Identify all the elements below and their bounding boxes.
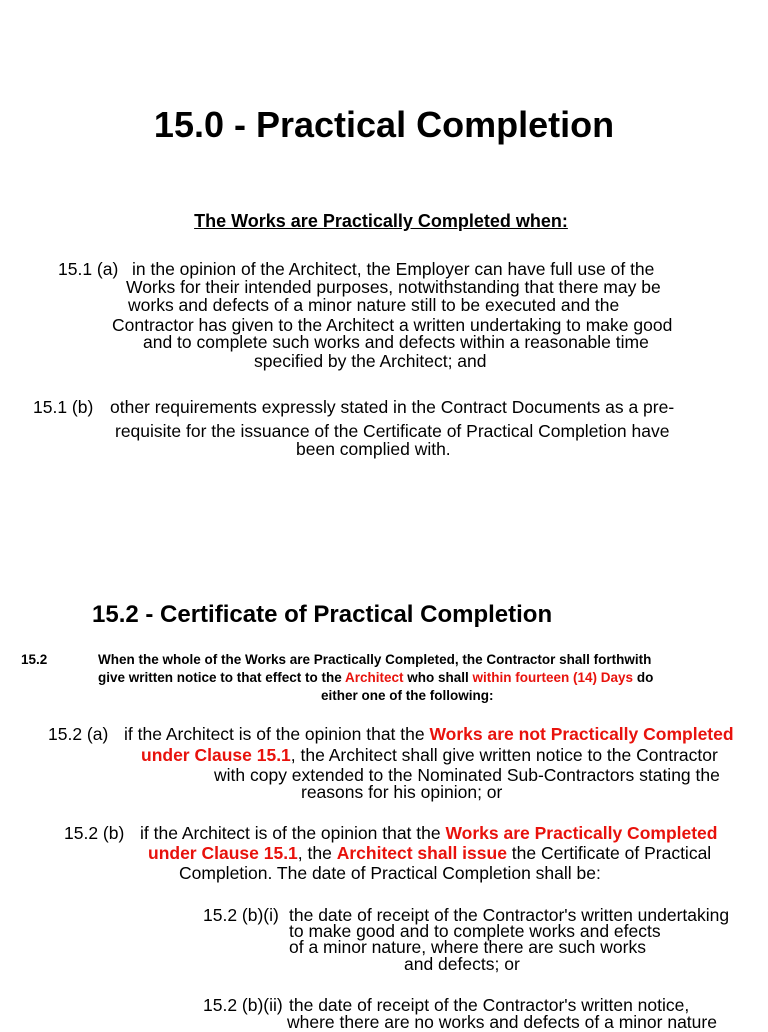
clause-line: works and defects of a minor nature still to be executed and the (128, 295, 620, 315)
clause-line: either one of the following: (321, 688, 494, 703)
section-heading: 15.2 - Certificate of Practical Completion (92, 601, 553, 628)
clause-line: the date of receipt of the Contractor's written undertaking (289, 905, 730, 925)
clause-label: 15.2 (b)(ii) (203, 995, 283, 1015)
clause-line: if the Architect is of the opinion that the Works are not Practically Completed (124, 724, 734, 744)
section-subtitle: The Works are Practically Completed when: (194, 211, 568, 231)
clause-line: and to complete such works and defects within a reasonable time (143, 332, 649, 352)
clause-line: other requirements expressly stated in the Contract Documents as a pre- (110, 397, 675, 417)
clause-line: When the whole of the Works are Practically Completed, the Contractor shall forthwith (98, 652, 652, 667)
clause-number: 15.2 (21, 652, 48, 667)
clause-line: give written notice to that effect to the Architect who shall within fourteen (14) Days do (98, 670, 654, 685)
clause-line: Works for their intended purposes, notwithstanding that there may be (126, 277, 661, 297)
clause-line: and defects; or (404, 954, 520, 974)
clause-line: in the opinion of the Architect, the Employer can have full use of the (132, 259, 655, 279)
clause-line: under Clause 15.1, the Architect shall issue the Certificate of Practical (148, 843, 712, 863)
page-title: 15.0 - Practical Completion (153, 104, 615, 145)
clause-line: specified by the Architect; and (254, 351, 487, 371)
clause-line: of a minor nature, where there are such works (289, 937, 646, 957)
clause-label: 15.2 (a) (48, 724, 109, 744)
clause-label: 15.1 (b) (33, 397, 94, 417)
clause-label: 15.1 (a) (58, 259, 119, 279)
clause-label: 15.2 (b)(i) (203, 905, 279, 925)
clause-line: been complied with. (296, 439, 451, 459)
clause-line: with copy extended to the Nominated Sub-Contractors stating the (214, 765, 720, 785)
clause-line: to make good and to complete works and efects (289, 921, 661, 941)
clause-label: 15.2 (b) (64, 823, 125, 843)
clause-line: where there are no works and defects of a minor nature (287, 1012, 717, 1032)
clause-line: under Clause 15.1, the Architect shall give written notice to the Contractor (141, 745, 718, 765)
clause-line: if the Architect is of the opinion that the Works are Practically Completed (140, 823, 718, 843)
clause-line: the date of receipt of the Contractor's written notice, (289, 995, 690, 1015)
clause-line: requisite for the issuance of the Certificate of Practical Completion have (115, 421, 670, 441)
clause-line: Contractor has given to the Architect a written undertaking to make good (112, 315, 673, 335)
clause-line: Completion. The date of Practical Completion shall be: (179, 863, 601, 883)
clause-line: reasons for his opinion; or (301, 782, 503, 802)
